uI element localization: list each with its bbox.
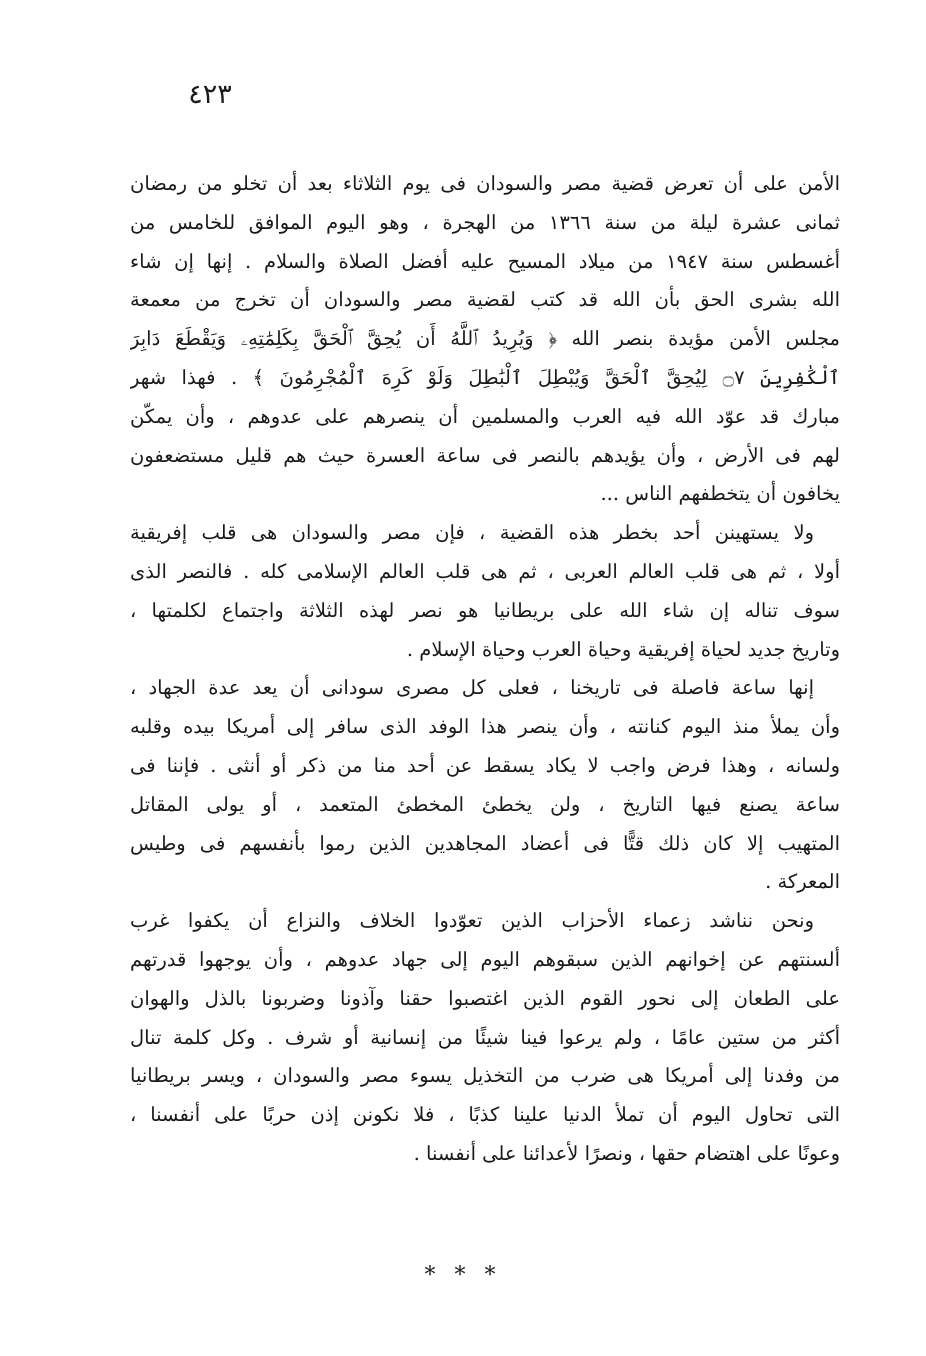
- text-line: وأن يملأ منذ اليوم كنانته ، وأن ينصر هذا الوفد الذى سافر إلى أمريكا بيده وقلبه: [130, 715, 840, 739]
- text-line: إنها ساعة فاصلة فى تاريخنا ، فعلى كل مصرى سودانى أن يعد عدة الجهاد ،: [130, 676, 814, 700]
- text-line: سوف تناله إن شاء الله على بريطانيا هو نصر لهذه الثلاثة واجتماع لكلمتها ،: [130, 598, 840, 622]
- text-line: المعركة .: [765, 870, 840, 894]
- text-line: أغسطس سنة ١٩٤٧ من ميلاد المسيح عليه أفضل الصلاة والسلام . إنها إن شاء: [130, 249, 840, 273]
- text-line: الله بشرى الحق بأن الله قد كتب لقضية مصر والسودان أن تخرج من معمعة: [130, 288, 840, 312]
- text-line: مبارك قد عوّد الله فيه العرب والمسلمين أن ينصرهم على عدوهم ، وأن يمكّن: [130, 404, 840, 428]
- text-line: ونحن نناشد زعماء الأحزاب الذين تعوّدوا الخلاف والنزاع أن يكفوا غرب: [130, 909, 814, 933]
- text-line: أكثر من ستين عامًا ، ولم يرعوا فينا شيئًا من إنسانية أو شرف . وكل كلمة تنال: [130, 1025, 840, 1049]
- text-line: وتاريخ جديد لحياة إفريقية وحياة العرب وحياة الإسلام .: [406, 637, 840, 661]
- text-line: يخافون أن يتخطفهم الناس ...: [600, 482, 840, 506]
- text-line: أولا ، ثم هى قلب العالم العربى ، ثم هى قلب العالم الإسلامى كله . فالنصر الذى: [130, 559, 840, 583]
- paragraph-1: [130, 165, 840, 514]
- text-line: الأمن على أن تعرض قضية مصر والسودان فى يوم الثلاثاء بعد أن تخلو من رمضان: [130, 172, 840, 195]
- quran-verse-line: ٱلْكَٰفِرِينَ ۝٧ لِيُحِقَّ ٱلْحَقَّ وَيُبْطِلَ ٱلْبَٰطِلَ وَلَوْ كَرِهَ ٱلْمُجْرِمُونَ ﴾ . فهذا شهر: [130, 365, 840, 389]
- text-line: ألسنتهم عن إخوانهم الذين سبقوهم اليوم إلى جهاد عدوهم ، وأن يوجهوا قدرتهم: [130, 947, 840, 971]
- body-text: [130, 165, 840, 1174]
- text-line: لهم فى الأرض ، وأن يؤيدهم بالنصر فى ساعة العسرة حيث هم قليل مستضعفون: [130, 443, 840, 467]
- paragraph-2: [130, 514, 840, 669]
- page-number: ٤٢٣: [188, 79, 232, 110]
- text-line: من وفدنا إلى أمريكا هى ضرب من التخذيل يسوء مصر والسودان ، ويسر بريطانيا: [130, 1064, 840, 1088]
- section-separator: * * *: [424, 1263, 502, 1288]
- text-line: ساعة يصنع فيها التاريخ ، ولن يخطئ المخطئ المتعمد ، أو يولى المقاتل: [130, 792, 840, 816]
- paragraph-4: [130, 902, 840, 1174]
- text-line: وعونًا على اهتضام حقها ، ونصرًا لأعدائنا على أنفسنا .: [413, 1141, 840, 1165]
- text-line: على الطعان إلى نحور القوم الذين اغتصبوا حقنا وآذونا وضربونا بالذل والهوان: [130, 986, 840, 1010]
- text-line: المتهيب إلا كان ذلك قتًّا فى أعضاد المجاهدين الذين رموا بأنفسهم فى وطيس: [130, 831, 840, 855]
- paragraph-3: [130, 669, 840, 902]
- text-line: ولسانه ، وهذا فرض واجب لا يكاد يسقط عن أحد منا من ذكر أو أنثى . فإننا فى: [130, 753, 840, 777]
- quran-verse-line: مجلس الأمن مؤيدة بنصر الله ﴿ وَيُرِيدُ ٱللَّهُ أَن يُحِقَّ ٱلْحَقَّ بِكَلِمَٰتِهِۦ وَيَقْطَعَ دَابِرَ: [130, 327, 840, 351]
- text-line: ولا يستهينن أحد بخطر هذه القضية ، فإن مصر والسودان هى قلب إفريقية: [130, 521, 814, 545]
- text-line: ثمانى عشرة ليلة من سنة ١٣٦٦ من الهجرة ، وهو اليوم الموافق للخامس من: [130, 210, 840, 234]
- text-line: التى تحاول اليوم أن تملأ الدنيا علينا كذبًا ، فلا نكونن إذن حربًا على أنفسنا ،: [130, 1103, 840, 1127]
